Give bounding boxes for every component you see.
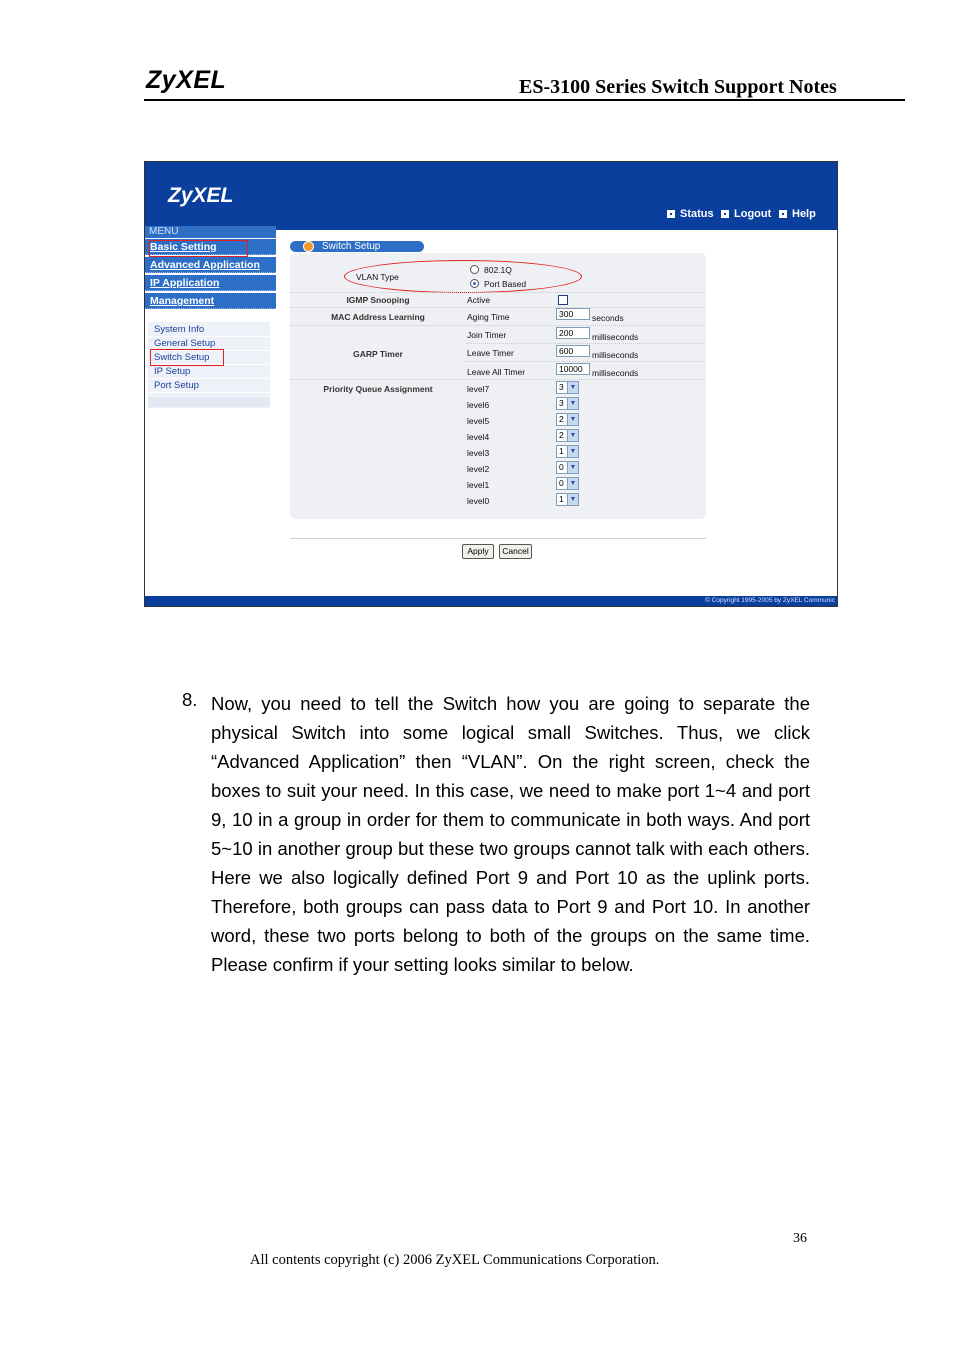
- status-link[interactable]: [667, 208, 714, 220]
- level0-value: 1: [559, 494, 564, 504]
- menu-item-management[interactable]: Management: [145, 293, 276, 309]
- option-8021q-label: 802.1Q: [484, 265, 512, 275]
- aging-time-unit: seconds: [592, 313, 624, 323]
- submenu-switch-setup[interactable]: Switch Setup: [148, 351, 270, 365]
- chevron-down-icon: ▼: [567, 382, 578, 393]
- level4-value: 2: [559, 430, 564, 440]
- option-port-based-label: Port Based: [484, 279, 527, 289]
- row-divider: [466, 361, 706, 362]
- tab-switch-setup: Switch Setup: [290, 241, 424, 252]
- highlight-switch-setup: [150, 349, 224, 366]
- level4-label: level4: [467, 432, 490, 442]
- highlight-basic-setting: [149, 240, 248, 257]
- row-divider: [290, 292, 706, 293]
- igmp-active-checkbox[interactable]: [558, 295, 568, 305]
- garp-timer-label: GARP Timer: [353, 349, 403, 359]
- status-label: Status: [680, 208, 714, 220]
- row-divider: [290, 307, 706, 308]
- chevron-down-icon: ▼: [567, 430, 578, 441]
- menu-item-advanced-application[interactable]: Advanced Application: [145, 257, 276, 273]
- aging-time-label: Aging Time: [467, 312, 510, 322]
- submenu-footer: [148, 397, 270, 407]
- status-icon: [667, 210, 675, 218]
- document-title: ES-3100 Series Switch Support Notes: [519, 76, 837, 98]
- chevron-down-icon: ▼: [567, 398, 578, 409]
- level5-value: 2: [559, 414, 564, 424]
- leave-timer-label: Leave Timer: [467, 348, 514, 358]
- step-number: 8.: [182, 689, 198, 710]
- join-timer-label: Join Timer: [467, 330, 507, 340]
- level1-value: 0: [559, 478, 564, 488]
- leave-all-timer-label: Leave All Timer: [467, 367, 526, 377]
- level2-select[interactable]: [556, 461, 579, 474]
- submenu-general-setup[interactable]: General Setup: [148, 337, 270, 351]
- tab-bullet-icon: [303, 241, 314, 252]
- level3-select[interactable]: [556, 445, 579, 458]
- copyright-notice: All contents copyright (c) 2006 ZyXEL Communications Corporation.: [250, 1252, 660, 1268]
- switch-setup-screenshot: [144, 161, 838, 607]
- level2-label: level2: [467, 464, 490, 474]
- chevron-down-icon: ▼: [567, 494, 578, 505]
- row-divider: [290, 325, 706, 326]
- help-label: Help: [792, 208, 816, 220]
- chevron-down-icon: ▼: [567, 478, 578, 489]
- leave-all-timer-input[interactable]: 10000: [556, 363, 590, 375]
- chevron-down-icon: ▼: [567, 462, 578, 473]
- level6-select[interactable]: [556, 397, 579, 410]
- submenu-ip-setup[interactable]: IP Setup: [148, 365, 270, 379]
- row-divider: [466, 343, 706, 344]
- level2-value: 0: [559, 462, 564, 472]
- submenu-port-setup[interactable]: Port Setup: [148, 379, 270, 393]
- leave-timer-unit: milliseconds: [592, 350, 639, 360]
- zyxel-logo: ZyXEL: [146, 66, 227, 94]
- help-icon: [779, 210, 787, 218]
- buttons-divider: [290, 538, 706, 539]
- priority-queue-label: Priority Queue Assignment: [323, 384, 433, 394]
- aging-time-input[interactable]: 300: [556, 308, 590, 320]
- level4-select[interactable]: [556, 429, 579, 442]
- header-rule: [144, 99, 905, 101]
- igmp-active-label: Active: [467, 295, 491, 305]
- level7-label: level7: [467, 384, 490, 394]
- highlight-vlan-type: [344, 260, 582, 293]
- step-paragraph: Now, you need to tell the Switch how you are going to separate the physical Switch into some logical small Switches. Thus, we click “Advanced Application” then “VLAN”. On the right screen, check the boxes to suit your need. In this case, we need to make port 1~4 and port 9, 10 in a group in order for them to communicate in both ways. And port 5~10 in another group but these two groups cannot talk with each others. Here we also logically defined Port 9 and Port 10 as the uplink ports. Therefore, both groups can pass data to Port 9 and Port 10. In another word, these two ports belong to both of the groups on the same time. Please confirm if your setting looks similar to below.: [211, 693, 810, 975]
- vlan-type-label: VLAN Type: [356, 272, 399, 282]
- menu-title: MENU: [145, 226, 276, 238]
- level1-select[interactable]: [556, 477, 579, 490]
- level3-value: 1: [559, 446, 564, 456]
- level6-label: level6: [467, 400, 490, 410]
- page-number: 36: [793, 1231, 807, 1246]
- leave-timer-input[interactable]: 600: [556, 345, 590, 357]
- level7-value: 3: [559, 382, 564, 392]
- logout-icon: [721, 210, 729, 218]
- level0-label: level0: [467, 496, 490, 506]
- level0-select[interactable]: [556, 493, 579, 506]
- level5-label: level5: [467, 416, 490, 426]
- join-timer-unit: milliseconds: [592, 332, 639, 342]
- level7-select[interactable]: [556, 381, 579, 394]
- apply-button[interactable]: Apply: [462, 544, 494, 559]
- cancel-button[interactable]: Cancel: [499, 544, 532, 559]
- leave-all-timer-unit: milliseconds: [592, 368, 639, 378]
- logout-link[interactable]: [721, 208, 771, 220]
- menu-item-ip-application[interactable]: IP Application: [145, 275, 276, 291]
- level1-label: level1: [467, 480, 490, 490]
- level6-value: 3: [559, 398, 564, 408]
- app-logo: ZyXEL: [168, 184, 234, 207]
- menu-item-basic-setting[interactable]: Basic Setting: [145, 239, 276, 255]
- mac-learning-label: MAC Address Learning: [331, 312, 425, 322]
- level5-select[interactable]: [556, 413, 579, 426]
- logout-label: Logout: [734, 208, 772, 220]
- igmp-snooping-label: IGMP Snooping: [346, 295, 410, 305]
- join-timer-input[interactable]: 200: [556, 327, 590, 339]
- help-link[interactable]: [779, 208, 816, 220]
- chevron-down-icon: ▼: [567, 414, 578, 425]
- app-copyright-bar: © Copyright 1995-2005 by ZyXEL Communic: [145, 596, 837, 606]
- row-divider: [290, 379, 706, 380]
- level3-label: level3: [467, 448, 490, 458]
- chevron-down-icon: ▼: [567, 446, 578, 457]
- submenu-system-info[interactable]: System Info: [148, 323, 270, 337]
